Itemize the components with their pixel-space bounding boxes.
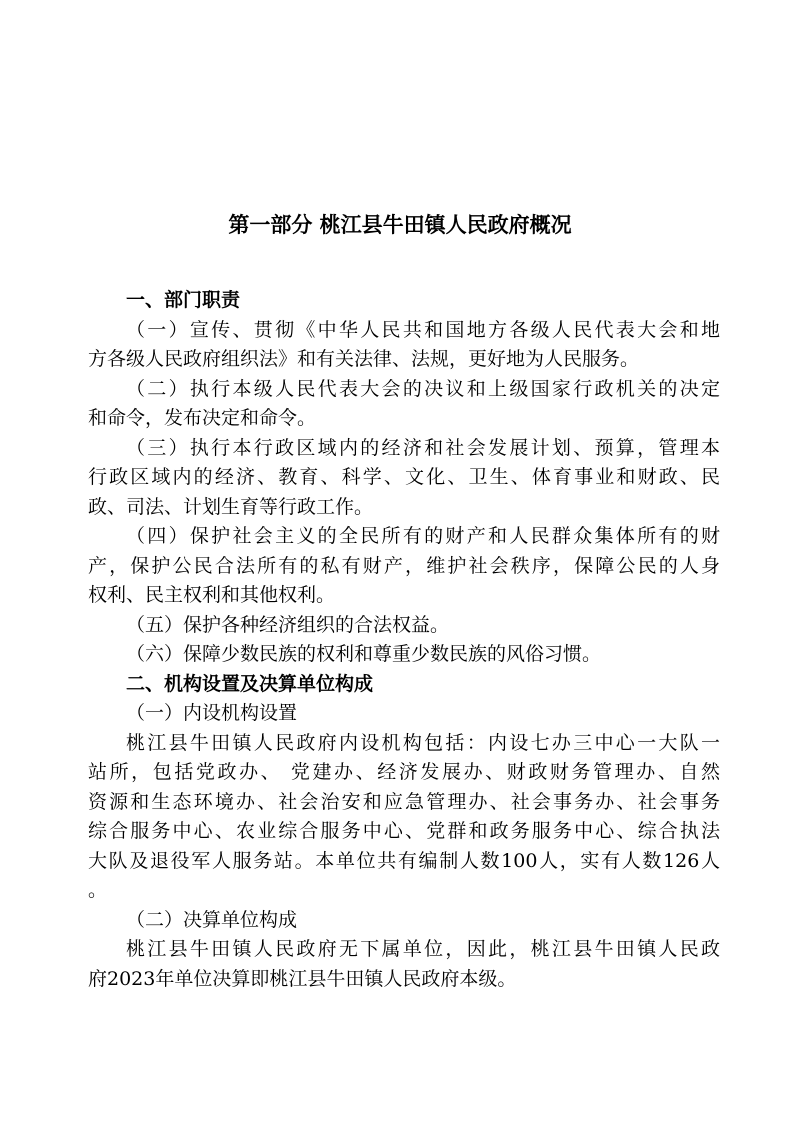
paragraph-line: 桃江县牛田镇人民政府无下属单位，因此，桃江县牛田镇人民政 <box>126 938 720 960</box>
paragraph-line: 大队及退役军人服务站。本单位共有编制人数100人，实有人数126人 <box>88 849 720 872</box>
subsection-heading-internal-units: （一）内设机构设置 <box>126 702 298 724</box>
paragraph-line: 府2023年单位决算即桃江县牛田镇人民政府本级。 <box>88 967 517 990</box>
paragraph-line: （二）执行本级人民代表大会的决议和上级国家行政机关的决定 <box>126 377 720 400</box>
paragraph-line: 政、司法、计划生育等行政工作。 <box>88 495 374 518</box>
paragraph-line: 资源和生态环境办、社会治安和应急管理办、社会事务办、社会事务 <box>88 790 720 813</box>
paragraph-line: （三）执行本行政区域内的经济和社会发展计划、预算，管理本 <box>126 436 720 459</box>
paragraph-line: （五）保护各种经济组织的合法权益。 <box>126 613 450 636</box>
paragraph-line: 和命令，发布决定和命令。 <box>88 407 317 429</box>
paragraph-line: （四）保护社会主义的全民所有的财产和人民群众集体所有的财 <box>126 525 720 547</box>
subsection-heading-accounting-units: （二）决算单位构成 <box>126 908 298 931</box>
document-body <box>88 286 720 994</box>
paragraph-line: （六）保障少数民族的权利和尊重少数民族的风俗习惯。 <box>126 643 602 665</box>
paragraph-line: 方各级人民政府组织法》和有关法律、法规，更好地为人民服务。 <box>88 348 640 370</box>
paragraph-line: 综合服务中心、农业综合服务中心、党群和政务服务中心、综合执法 <box>88 820 720 842</box>
section-heading-organization: 二、机构设置及决算单位构成 <box>126 672 374 695</box>
paragraph-line: （一）宣传、贯彻《中华人民共和国地方各级人民代表大会和地 <box>126 318 720 341</box>
page-title: 第一部分 桃江县牛田镇人民政府概况 <box>228 213 572 237</box>
paragraph-line: 站所，包括党政办、 党建办、经济发展办、财政财务管理办、自然 <box>88 761 720 783</box>
section-heading-duties: 一、部门职责 <box>126 289 241 311</box>
paragraph-line: 权利、民主权利和其他权利。 <box>88 584 336 606</box>
paragraph-line: 桃江县牛田镇人民政府内设机构包括：内设七办三中心一大队一 <box>126 731 720 754</box>
paragraph-line: 行政区域内的经济、教育、科学、文化、卫生、体育事业和财政、民 <box>88 466 720 488</box>
paragraph-line: 。 <box>88 879 108 901</box>
paragraph-line: 产，保护公民合法所有的私有财产，维护社会秩序，保障公民的人身 <box>88 554 720 577</box>
